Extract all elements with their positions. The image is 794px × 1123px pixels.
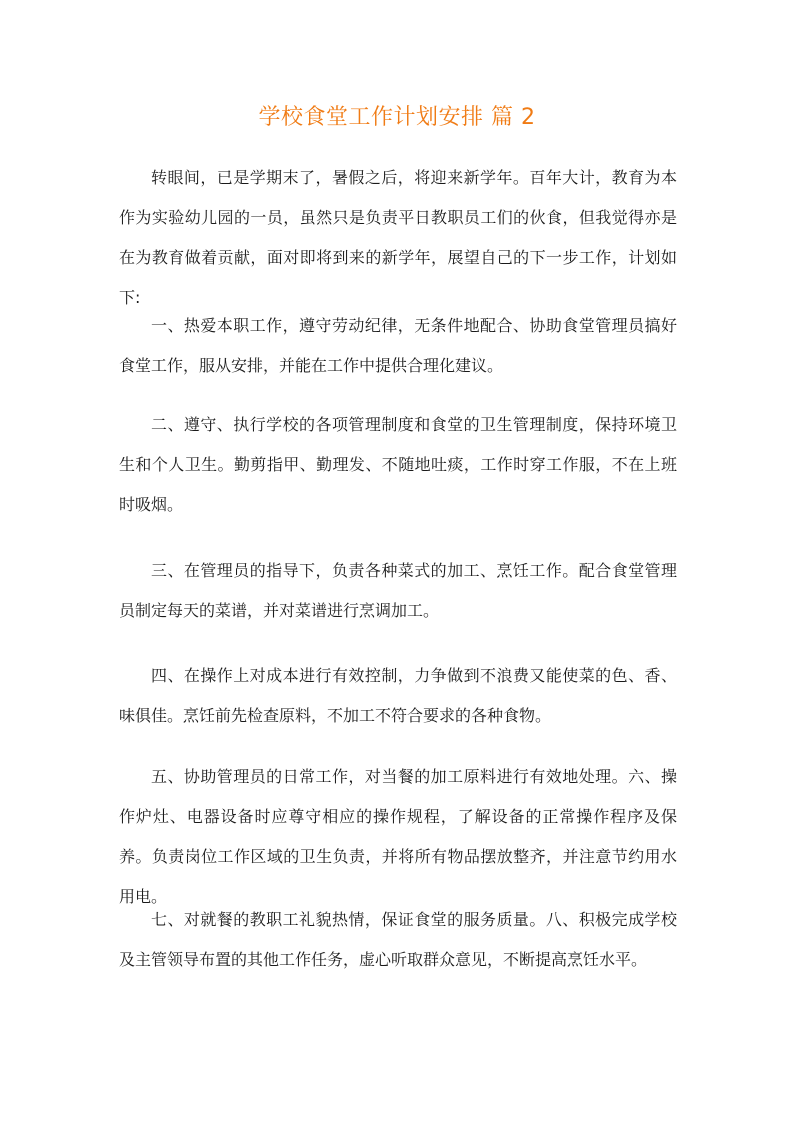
paragraph-item-3: 三、在管理员的指导下，负责各种菜式的加工、烹饪工作。配合食堂管理员制定每天的菜谱，并对菜谱进行烹调加工。 [119,561,677,620]
document-title: 学校食堂工作计划安排 篇 2 [258,105,536,130]
paragraph-item-5-6: 五、协助管理员的日常工作，对当餐的加工原料进行有效地处理。六、操作炉灶、电器设备时应尊守相应的操作规程，了解设备的正常操作程序及保养。负责岗位工作区域的卫生负责，并将所有物品摆放整齐，并注意节约用水用电。 [119,767,677,906]
paragraph-intro: 转眼间，已是学期末了，暑假之后，将迎来新学年。百年大计，教育为本作为实验幼儿园的一员，虽然只是负责平日教职员工们的伙食，但我觉得亦是在为教育做着贡献，面对即将到来的新学年，展望自己的下一步工作，计划如下: [119,168,677,307]
paragraph-item-1: 一、热爱本职工作，遵守劳动纪律，无条件地配合、协助食堂管理员搞好食堂工作，服从安排，并能在工作中提供合理化建议。 [119,316,677,375]
paragraph-item-2: 二、遵守、执行学校的各项管理制度和食堂的卫生管理制度，保持环境卫生和个人卫生。勤剪指甲、勤理发、不随地吐痰，工作时穿工作服，不在上班时吸烟。 [119,415,677,514]
paragraph-item-4: 四、在操作上对成本进行有效控制，力争做到不浪费又能使菜的色、香、味俱佳。烹饪前先检查原料，不加工不符合要求的各种食物。 [119,666,677,725]
paragraph-item-7-8: 七、对就餐的教职工礼貌热情，保证食堂的服务质量。八、积极完成学校及主管领导布置的其他工作任务，虚心听取群众意见，不断提高烹饪水平。 [119,910,677,969]
